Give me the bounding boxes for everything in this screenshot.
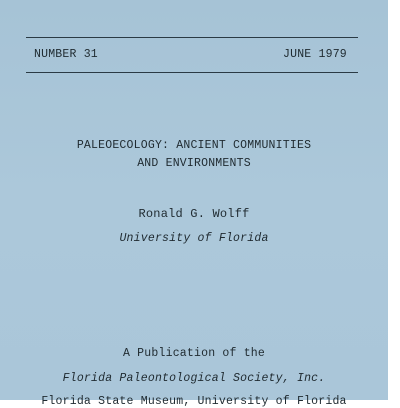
publication-line-1: A Publication of the	[122, 347, 266, 360]
publisher-name: Florida Paleontological Society, Inc.	[62, 372, 326, 385]
author-affiliation: University of Florida	[119, 232, 269, 245]
publisher-address: Florida State Museum, University of Florida	[41, 395, 347, 408]
title-line-2: AND ENVIRONMENTS	[137, 157, 251, 170]
issue-number: NUMBER 31	[34, 48, 98, 61]
issue-date: JUNE 1979	[283, 48, 347, 61]
header-top-rule	[26, 37, 358, 38]
title-line-1: PALEOECOLOGY: ANCIENT COMMUNITIES	[76, 139, 312, 152]
author-name: Ronald G. Wolff	[138, 207, 250, 221]
header-bottom-rule	[26, 72, 358, 73]
